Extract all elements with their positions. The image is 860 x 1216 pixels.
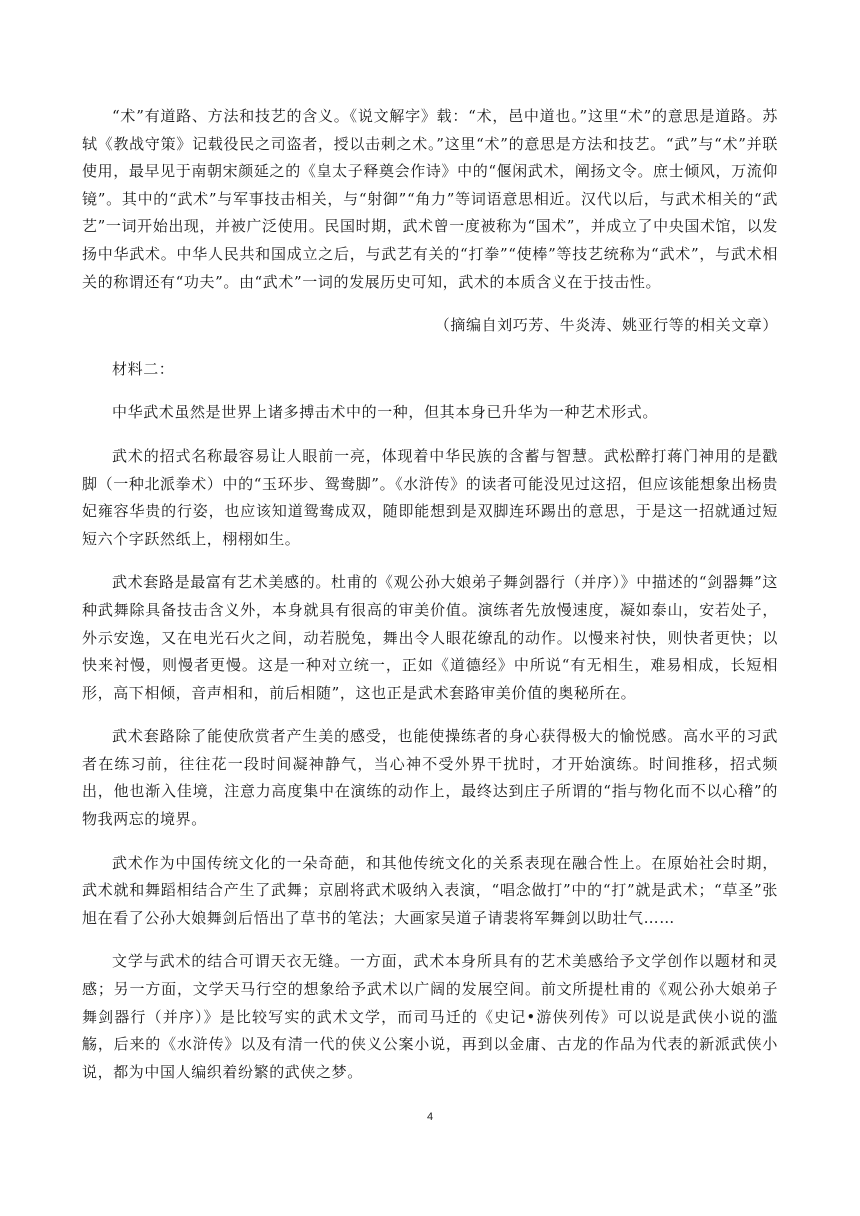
page-number: 4 xyxy=(426,1111,434,1123)
source-note: （摘编自刘巧芳、牛炎涛、姚亚行等的相关文章） xyxy=(434,316,778,335)
paragraph-practitioner-joy: 武术套路除了能使欣赏者产生美的感受，也能使操练者的身心获得极大的愉悦感。高水平的习武者在练习前，往往花一段时间凝神静气，当心神不受外界干扰时，才开始演练。时间推移，招式频出，他也渐入佳境，注意力高度集中在演练的动作上，最终达到庄子所谓的“指与物化而不以心稽”的物我两忘的境界。 xyxy=(82,727,778,829)
material-two-heading: 材料二： xyxy=(112,359,175,378)
paragraph-move-names: 武术的招式名称最容易让人眼前一亮，体现着中华民族的含蓄与智慧。武松醉打蒋门神用的是戳脚（一种北派拳术）中的“玉环步、鸳鸯脚”。《水浒传》的读者可能没见过这招，但应该能想象出杨贵妃雍容华贵的行姿，也应该知道鸳鸯成双，随即能想到是双脚连环踢出的意思，于是这一招就通过短短六个字跃然纸上，栩栩如生。 xyxy=(82,446,778,548)
paragraph-art-form: 中华武术虽然是世界上诸多搏击术中的一种，但其本身已升华为一种艺术形式。 xyxy=(112,403,659,422)
document-page xyxy=(82,103,778,1102)
paragraph-routine-beauty: 武术套路是最富有艺术美感的。杜甫的《观公孙大娘弟子舞剑器行（并序）》中描述的“剑器舞”这种武舞除具备技击含义外，本身就具有很高的审美价值。演练者先放慢速度，凝如泰山，安若处子，外示安逸，又在电光石火之间，动若脱兔，舞出令人眼花缭乱的动作。以慢来衬快，则快者更快；以快来衬慢，则慢者更慢。这是一种对立统一，正如《道德经》中所说“有无相生，难易相成，长短相形，高下相倾，音声相和，前后相随”，这也正是武术套路审美价值的奥秘所在。 xyxy=(82,573,778,702)
paragraph-cultural-fusion: 武术作为中国传统文化的一朵奇葩，和其他传统文化的关系表现在融合性上。在原始社会时期，武术就和舞蹈相结合产生了武舞；京剧将武术吸纳入表演，“唱念做打”中的“打”就是武术；“草圣”张旭在看了公孙大娘舞剑后悟出了草书的笔法；大画家吴道子请裴将军舞剑以助壮气…… xyxy=(82,853,778,927)
paragraph-wushu-etymology: “术”有道路、方法和技艺的含义。《说文解字》载：“术，邑中道也。”这里“术”的意思是道路。苏轼《教战守策》记载役民之司盗者，授以击刺之术。”这里“术”的意思是方法和技艺。“武”与“术”并联使用，最早见于南朝宋颜延之的《皇太子释奠会作诗》中的“偃闲武术，阐扬文令。庶士倾风，万流仰镜”。其中的“武术”与军事技击相关，与“射御”“角力”等词语意思相近。汉代以后，与武术相关的“武艺”一词开始出现，并被广泛使用。民国时期，武术曾一度被称为“国术”，并成立了中央国术馆，以发扬中华武术。中华人民共和国成立之后，与武艺有关的“打拳”“使棒”等技艺统称为“武术”，与武术相关的称谓还有“功夫”。由“武术”一词的发展历史可知，武术的本质含义在于技击性。 xyxy=(82,107,778,291)
paragraph-literature: 文学与武术的结合可谓天衣无缝。一方面，武术本身所具有的艺术美感给予文学创作以题材和灵感；另一方面，文学天马行空的想象给予武术以广阔的发展空间。前文所提杜甫的《观公孙大娘弟子舞剑器行（并序）》是比较写实的武术文学，而司马迁的《史记•游侠列传》可以说是武侠小说的滥觞，后来的《水浒传》以及有清一代的侠义公案小说，再到以金庸、古龙的作品为代表的新派武侠小说，都为中国人编织着纷繁的武侠之梦。 xyxy=(82,952,778,1081)
